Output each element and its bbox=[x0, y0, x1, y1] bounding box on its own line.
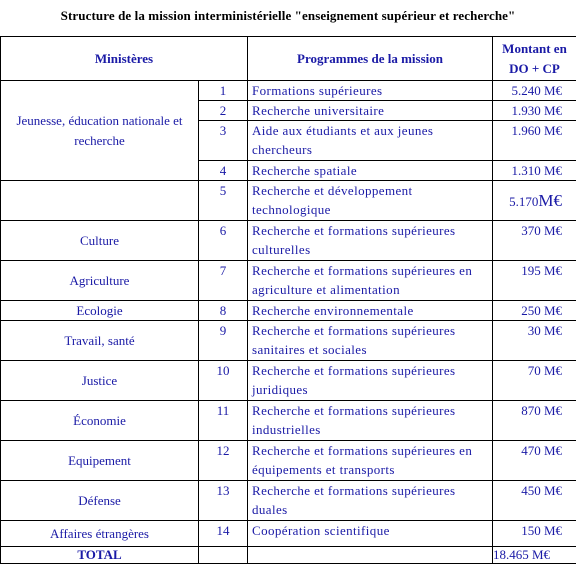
header-row bbox=[1, 37, 576, 81]
table-row bbox=[1, 181, 576, 221]
table-row bbox=[1, 361, 576, 401]
header-ministeres: Ministères bbox=[1, 37, 248, 81]
amount-unit: M€ bbox=[538, 190, 562, 210]
ministere-cell: Défense bbox=[1, 481, 199, 521]
program-name: Recherche et développement technologique bbox=[248, 181, 493, 221]
ministere-cell: Travail, santé bbox=[1, 321, 199, 361]
program-name: Formations supérieures bbox=[248, 81, 493, 101]
total-programme-empty bbox=[248, 547, 493, 564]
total-row bbox=[1, 547, 576, 564]
ministere-cell: Affaires étrangères bbox=[1, 521, 199, 547]
header-programmes: Programmes de la mission bbox=[248, 37, 493, 81]
ministere-cell: Equipement bbox=[1, 441, 199, 481]
mission-table bbox=[0, 36, 576, 564]
program-amount: 250 M€ bbox=[493, 301, 576, 321]
program-amount: 195 M€ bbox=[493, 261, 576, 301]
program-name: Recherche spatiale bbox=[248, 161, 493, 181]
program-amount: 370 M€ bbox=[493, 221, 576, 261]
table-row bbox=[1, 221, 576, 261]
table-row bbox=[1, 401, 576, 441]
program-number: 13 bbox=[199, 481, 248, 521]
program-name: Recherche et formations supérieures industrielles bbox=[248, 401, 493, 441]
ministere-cell: Économie bbox=[1, 401, 199, 441]
program-amount: 1.310 M€ bbox=[493, 161, 576, 181]
ministere-cell-empty bbox=[1, 181, 199, 221]
program-name: Coopération scientifique bbox=[248, 521, 493, 547]
table-row bbox=[1, 261, 576, 301]
program-name: Recherche environnementale bbox=[248, 301, 493, 321]
table-row bbox=[1, 521, 576, 547]
program-amount: 450 M€ bbox=[493, 481, 576, 521]
program-name: Recherche et formations supérieures en agriculture et alimentation bbox=[248, 261, 493, 301]
program-amount: 5.240 M€ bbox=[493, 81, 576, 101]
ministere-cell: Culture bbox=[1, 221, 199, 261]
amount-value: 5.170 bbox=[509, 193, 539, 209]
program-amount: 70 M€ bbox=[493, 361, 576, 401]
table-row bbox=[1, 441, 576, 481]
program-number: 9 bbox=[199, 321, 248, 361]
program-number: 5 bbox=[199, 181, 248, 221]
program-amount: 150 M€ bbox=[493, 521, 576, 547]
table-row bbox=[1, 81, 576, 101]
program-name: Recherche et formations supérieures juridiques bbox=[248, 361, 493, 401]
total-label: TOTAL bbox=[1, 547, 199, 564]
program-amount: 1.960 M€ bbox=[493, 121, 576, 161]
header-montant: Montant en DO + CP bbox=[493, 37, 576, 81]
table-row bbox=[1, 481, 576, 521]
program-number: 6 bbox=[199, 221, 248, 261]
program-amount: 30 M€ bbox=[493, 321, 576, 361]
program-name: Recherche et formations supérieures sanitaires et sociales bbox=[248, 321, 493, 361]
program-amount: 470 M€ bbox=[493, 441, 576, 481]
program-amount: 1.930 M€ bbox=[493, 101, 576, 121]
program-number: 8 bbox=[199, 301, 248, 321]
program-amount bbox=[493, 181, 576, 221]
program-name: Recherche et formations supérieures duales bbox=[248, 481, 493, 521]
program-name: Recherche universitaire bbox=[248, 101, 493, 121]
program-number: 7 bbox=[199, 261, 248, 301]
program-number: 3 bbox=[199, 121, 248, 161]
total-amount: 18.465 M€ bbox=[493, 547, 576, 564]
ministere-cell: Agriculture bbox=[1, 261, 199, 301]
program-name: Aide aux étudiants et aux jeunes chercheurs bbox=[248, 121, 493, 161]
table-row bbox=[1, 321, 576, 361]
table-row bbox=[1, 301, 576, 321]
program-number: 10 bbox=[199, 361, 248, 401]
program-number: 2 bbox=[199, 101, 248, 121]
total-num-empty bbox=[199, 547, 248, 564]
program-name: Recherche et formations supérieures culturelles bbox=[248, 221, 493, 261]
ministere-cell: Justice bbox=[1, 361, 199, 401]
ministere-cell: Jeunesse, éducation nationale et recherche bbox=[1, 81, 199, 181]
program-number: 12 bbox=[199, 441, 248, 481]
table-title: Structure de la mission interministérielle "enseignement supérieur et recherche" bbox=[60, 8, 516, 23]
program-number: 4 bbox=[199, 161, 248, 181]
program-amount: 870 M€ bbox=[493, 401, 576, 441]
program-name: Recherche et formations supérieures en équipements et transports bbox=[248, 441, 493, 481]
program-number: 1 bbox=[199, 81, 248, 101]
ministere-cell: Ecologie bbox=[1, 301, 199, 321]
program-number: 11 bbox=[199, 401, 248, 441]
program-number: 14 bbox=[199, 521, 248, 547]
